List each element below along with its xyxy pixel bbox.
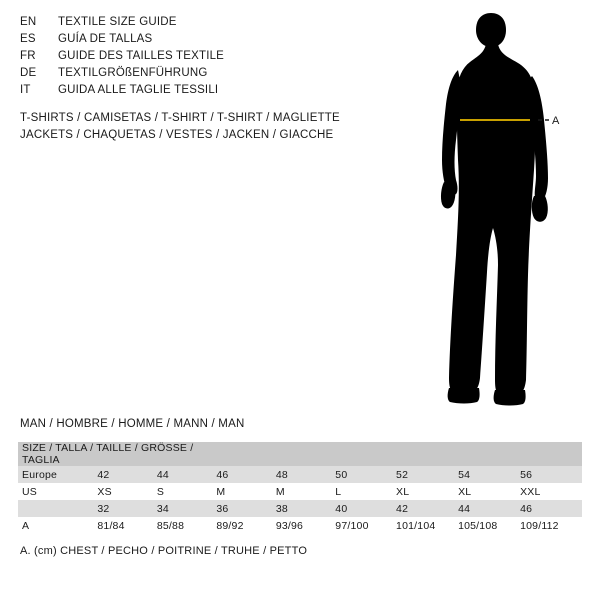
cell-value: 36	[216, 500, 275, 517]
language-row	[20, 16, 380, 33]
cell-value: 85/88	[157, 517, 216, 534]
language-code: ES	[20, 33, 36, 45]
cell-value: 44	[458, 500, 520, 517]
language-code: FR	[20, 50, 36, 62]
cell-value: S	[157, 483, 216, 500]
cell-value: XS	[97, 483, 156, 500]
language-title: TEXTILE SIZE GUIDE	[58, 16, 177, 28]
measure-marker-label: A	[552, 115, 560, 127]
cell-value: 52	[396, 466, 458, 483]
cell-value: 89/92	[216, 517, 275, 534]
cell-value: 101/104	[396, 517, 458, 534]
cell-value: XXL	[520, 483, 582, 500]
table-row	[18, 466, 582, 483]
language-row	[20, 33, 380, 50]
cell-value: 97/100	[335, 517, 396, 534]
cell-value: 109/112	[520, 517, 582, 534]
row-label: A	[18, 517, 97, 534]
cell-value: L	[335, 483, 396, 500]
cell-value: 40	[335, 500, 396, 517]
table-header-filler	[520, 442, 582, 466]
language-code: IT	[20, 84, 31, 96]
language-title: TEXTILGRÖßENFÜHRUNG	[58, 67, 208, 79]
table-row	[18, 483, 582, 500]
language-row	[20, 84, 380, 101]
table-header-filler	[335, 442, 396, 466]
cell-value: 46	[216, 466, 275, 483]
table-header-label: SIZE / TALLA / TAILLE / GRÖSSE / TAGLIA	[18, 442, 216, 466]
footnote: A. (cm) CHEST / PECHO / POITRINE / TRUHE / PETTO	[20, 545, 308, 557]
language-title: GUÍA DE TALLAS	[58, 33, 153, 45]
table-row	[18, 517, 582, 534]
table-title: MAN / HOMBRE / HOMME / MANN / MAN	[20, 418, 245, 430]
table-header-filler	[458, 442, 520, 466]
cell-value: XL	[458, 483, 520, 500]
cell-value: 42	[97, 466, 156, 483]
language-code: EN	[20, 16, 37, 28]
cell-value: 32	[97, 500, 156, 517]
cell-value: 56	[520, 466, 582, 483]
language-title: GUIDA ALLE TAGLIE TESSILI	[58, 84, 219, 96]
cell-value: 93/96	[276, 517, 335, 534]
cell-value: 48	[276, 466, 335, 483]
table-header-row	[18, 442, 582, 466]
size-table	[18, 442, 582, 534]
language-row	[20, 67, 380, 84]
table-row	[18, 500, 582, 517]
language-header-block	[20, 16, 380, 101]
cell-value: 50	[335, 466, 396, 483]
row-label: US	[18, 483, 97, 500]
cell-value: M	[216, 483, 275, 500]
row-label	[18, 500, 97, 517]
cell-value: M	[276, 483, 335, 500]
male-silhouette-figure	[400, 10, 600, 410]
cell-value: 105/108	[458, 517, 520, 534]
cell-value: 42	[396, 500, 458, 517]
cell-value: 54	[458, 466, 520, 483]
category-line-jackets: JACKETS / CHAQUETAS / VESTES / JACKEN / GIACCHE	[20, 129, 334, 141]
category-block	[20, 110, 420, 144]
cell-value: XL	[396, 483, 458, 500]
language-row	[20, 50, 380, 67]
cell-value: 44	[157, 466, 216, 483]
table-header-filler	[276, 442, 335, 466]
cell-value: 81/84	[97, 517, 156, 534]
table-header-filler	[216, 442, 275, 466]
cell-value: 46	[520, 500, 582, 517]
language-code: DE	[20, 67, 37, 79]
language-title: GUIDE DES TAILLES TEXTILE	[58, 50, 225, 62]
cell-value: 38	[276, 500, 335, 517]
cell-value: 34	[157, 500, 216, 517]
silhouette-icon	[400, 10, 600, 410]
row-label: Europe	[18, 466, 97, 483]
table-header-filler	[396, 442, 458, 466]
category-line-tshirts: T-SHIRTS / CAMISETAS / T-SHIRT / T-SHIRT / MAGLIETTE	[20, 112, 340, 124]
